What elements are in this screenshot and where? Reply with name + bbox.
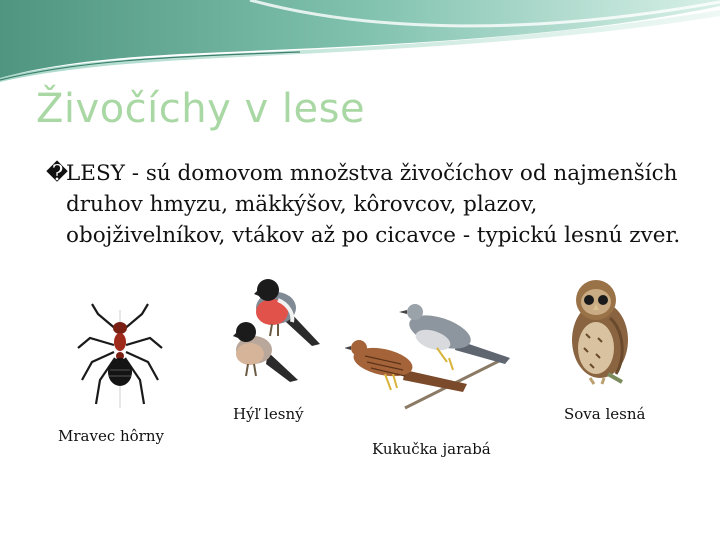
caption-cuckoo: Kukučka jarabá: [372, 440, 491, 458]
owl-icon: [560, 278, 638, 386]
caption-bullfinch: Hýľ lesný: [233, 405, 304, 423]
header-wave-decoration: [0, 0, 720, 90]
body-text: LESY - sú domovom množstva živočíchov od najmenších druhov hmyzu, mäkkýšov, kôrovcov, plazov, obojživelníkov, vtákov až po cicavce - typickú lesnú zver.: [66, 161, 681, 248]
caption-ant: Mravec hôrny: [58, 427, 164, 445]
slide-title: Živočíchy v lese: [36, 86, 366, 132]
bullfinch-icon: [228, 270, 328, 390]
caption-owl: Sova lesná: [564, 405, 646, 423]
body-paragraph: [46, 158, 686, 251]
bullet-glyph: �: [46, 161, 69, 186]
cuckoo-icon: [345, 298, 515, 418]
ant-icon: [70, 300, 170, 410]
